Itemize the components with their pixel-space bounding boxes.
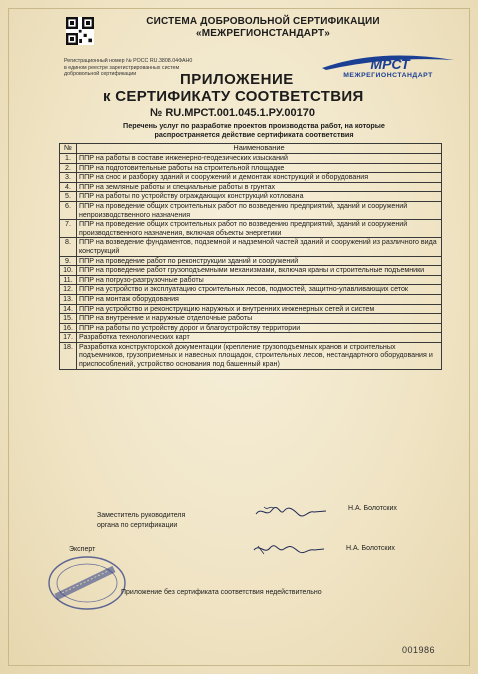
column-header-name: Наименование <box>77 144 442 154</box>
row-service-name: ППР на проведение общих строительных работ по возведению предприятий, зданий и сооружений непроизводственного назначения <box>77 201 442 219</box>
table-row <box>60 304 442 314</box>
row-service-name: ППР на возведение фундаментов, подземной и надземной частей зданий и сооружений из различного вида конструкций <box>77 238 442 256</box>
column-header-number: № <box>60 144 77 154</box>
row-number: 11. <box>60 275 77 285</box>
row-service-name: ППР на монтаж оборудования <box>77 294 442 304</box>
document-description <box>104 121 404 139</box>
row-number: 14. <box>60 304 77 314</box>
expert-label: Эксперт <box>69 546 96 553</box>
reg-line-1: Регистрационный номер № РОСС RU.3808.04ФАН0 <box>64 58 193 64</box>
row-number: 18. <box>60 342 77 369</box>
certification-stamp-icon <box>44 551 130 615</box>
row-service-name: ППР на устройство и реконструкцию наружных и внутренних инженерных сетей и систем <box>77 304 442 314</box>
row-service-name: ППР на погрузо-разгрузочные работы <box>77 275 442 285</box>
row-number: 1. <box>60 154 77 164</box>
table-row <box>60 314 442 324</box>
services-table <box>59 143 442 370</box>
document-subtitle: к СЕРТИФИКАТУ СООТВЕТСТВИЯ <box>103 88 364 105</box>
table-row <box>60 182 442 192</box>
row-service-name: ППР на земляные работы и специальные работы в грунтах <box>77 182 442 192</box>
row-service-name: ППР на проведение общих строительных работ по возведению предприятий, зданий и сооружений производственного назначения, включая объекты энергетики <box>77 220 442 238</box>
expert-signature-icon <box>252 540 326 558</box>
deputy-name: Н.А. Болотских <box>348 505 397 512</box>
row-service-name: Разработка конструкторской документации (крепление грузоподъемных кранов и строительных подъемников, грузоприемных и навесных площадок, строительных лесов, нестандартного оборудования и приспособлений, устройство основания под башенный кран) <box>77 342 442 369</box>
table-row <box>60 275 442 285</box>
table-row <box>60 201 442 219</box>
deputy-title <box>97 511 185 530</box>
table-row <box>60 154 442 164</box>
table-header-row <box>60 144 442 154</box>
deputy-signature-icon <box>254 502 328 520</box>
table-row <box>60 192 442 202</box>
table-row <box>60 163 442 173</box>
table-row <box>60 323 442 333</box>
table-row <box>60 333 442 343</box>
row-number: 3. <box>60 173 77 183</box>
row-service-name: ППР на проведение работ грузоподъемными механизмами, включая краны и строительные подъемники <box>77 266 442 276</box>
row-number: 4. <box>60 182 77 192</box>
table-row <box>60 256 442 266</box>
table-row <box>60 173 442 183</box>
row-service-name: ППР на снос и разборку зданий и сооружений и демонтаж конструкций и оборудования <box>77 173 442 183</box>
row-number: 6. <box>60 201 77 219</box>
row-number: 8. <box>60 238 77 256</box>
row-service-name: ППР на устройство и эксплуатацию строительных лесов, подмостей, защитно-улавливающих сеток <box>77 285 442 295</box>
table-row <box>60 294 442 304</box>
qr-code-icon <box>66 17 94 45</box>
expert-name: Н.А. Болотских <box>346 545 395 552</box>
row-service-name: ППР на подготовительные работы на строительной площадке <box>77 163 442 173</box>
description-line-2: распространяется действие сертификата соответствия <box>154 130 354 139</box>
table-row <box>60 220 442 238</box>
row-service-name: ППР на работы в составе инженерно-геодезических изысканий <box>77 154 442 164</box>
logo-text: МРСТ <box>370 56 410 72</box>
row-number: 10. <box>60 266 77 276</box>
org-line-1: СИСТЕМА ДОБРОВОЛЬНОЙ СЕРТИФИКАЦИИ <box>146 16 380 27</box>
deputy-line-1: Заместитель руководителя <box>97 512 186 519</box>
reg-line-3: добровольной сертификации <box>64 71 137 78</box>
deputy-line-2: органа по сертификации <box>97 521 178 529</box>
attachment-note: Приложение без сертификата соответствия недействительно <box>121 589 322 596</box>
row-number: 15. <box>60 314 77 324</box>
org-line-2: «МЕЖРЕГИОНСТАНДАРТ» <box>195 28 331 39</box>
logo-subtext: МЕЖРЕГИОНСТАНДАРТ <box>343 72 433 79</box>
document-title: ПРИЛОЖЕНИЕ <box>180 71 294 88</box>
table-row <box>60 285 442 295</box>
row-number: 13. <box>60 294 77 304</box>
table-row <box>60 238 442 256</box>
row-service-name: ППР на работы по устройству ограждающих конструкций котлована <box>77 192 442 202</box>
row-service-name: ППР на работы по устройству дорог и благоустройству территории <box>77 323 442 333</box>
reg-line-2: в едином реестре зарегистрированных систем <box>64 64 180 71</box>
row-number: 12. <box>60 285 77 295</box>
row-service-name: ППР на проведение работ по реконструкции зданий и сооружений <box>77 256 442 266</box>
certification-system-name <box>118 16 408 40</box>
row-number: 17. <box>60 333 77 343</box>
description-line-1: Перечень услуг по разработке проектов производства работ, на которые <box>123 121 385 130</box>
row-service-name: ППР на внутренние и наружные отделочные работы <box>77 314 442 324</box>
serial-number: 001986 <box>402 645 436 655</box>
table-body <box>60 154 442 370</box>
row-number: 2. <box>60 163 77 173</box>
row-number: 7. <box>60 220 77 238</box>
table-row <box>60 266 442 276</box>
row-number: 16. <box>60 323 77 333</box>
certificate-number: № RU.МРСТ.001.045.1.РУ.00170 <box>150 107 315 119</box>
row-service-name: Разработка технологических карт <box>77 333 442 343</box>
table-row <box>60 342 442 369</box>
row-number: 5. <box>60 192 77 202</box>
row-number: 9. <box>60 256 77 266</box>
